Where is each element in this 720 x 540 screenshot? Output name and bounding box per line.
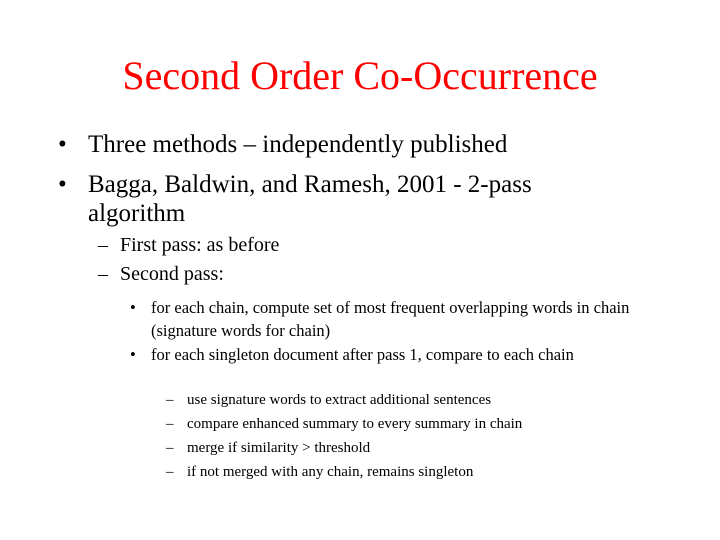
- detail-bullet-text: for each chain, compute set of most frequent overlapping words in chain (signature words for chain): [151, 298, 630, 340]
- sub-bullet-text: Second pass:: [120, 263, 224, 285]
- bullet-text: Three methods – independently published: [88, 131, 508, 158]
- step-marker: –: [166, 416, 174, 432]
- sub-bullet-item: [98, 233, 678, 257]
- detail-bullet-item: [130, 296, 640, 342]
- sub-bullet-text: First pass: as before: [120, 234, 280, 256]
- bullet-marker: •: [58, 131, 67, 158]
- sub-bullet-item: [98, 262, 678, 286]
- step-text: merge if similarity > threshold: [187, 440, 371, 456]
- bullet-item: [58, 170, 618, 228]
- detail-bullet-item: [130, 343, 640, 366]
- step-marker: –: [166, 464, 174, 480]
- slide-title: Second Order Co-Occurrence: [122, 53, 598, 98]
- step-marker: –: [166, 440, 174, 456]
- detail-bullet-text: for each singleton document after pass 1, compare to each chain: [151, 345, 574, 364]
- step-item: [166, 460, 686, 484]
- detail-bullet-marker: •: [130, 298, 136, 317]
- step-item: [166, 388, 686, 412]
- sub-bullet-marker: –: [98, 234, 108, 256]
- bullet-marker: •: [58, 171, 67, 198]
- step-marker: –: [166, 392, 174, 408]
- bullet-item: [58, 130, 678, 159]
- detail-bullet-marker: •: [130, 345, 136, 364]
- step-text: use signature words to extract additional sentences: [187, 392, 492, 408]
- step-item: [166, 436, 686, 460]
- sub-bullet-marker: –: [98, 263, 108, 285]
- step-text: if not merged with any chain, remains singleton: [187, 464, 474, 480]
- bullet-text: Bagga, Baldwin, and Ramesh, 2001 - 2-pass algorithm: [88, 171, 532, 227]
- step-text: compare enhanced summary to every summary in chain: [187, 416, 523, 432]
- step-item: [166, 412, 686, 436]
